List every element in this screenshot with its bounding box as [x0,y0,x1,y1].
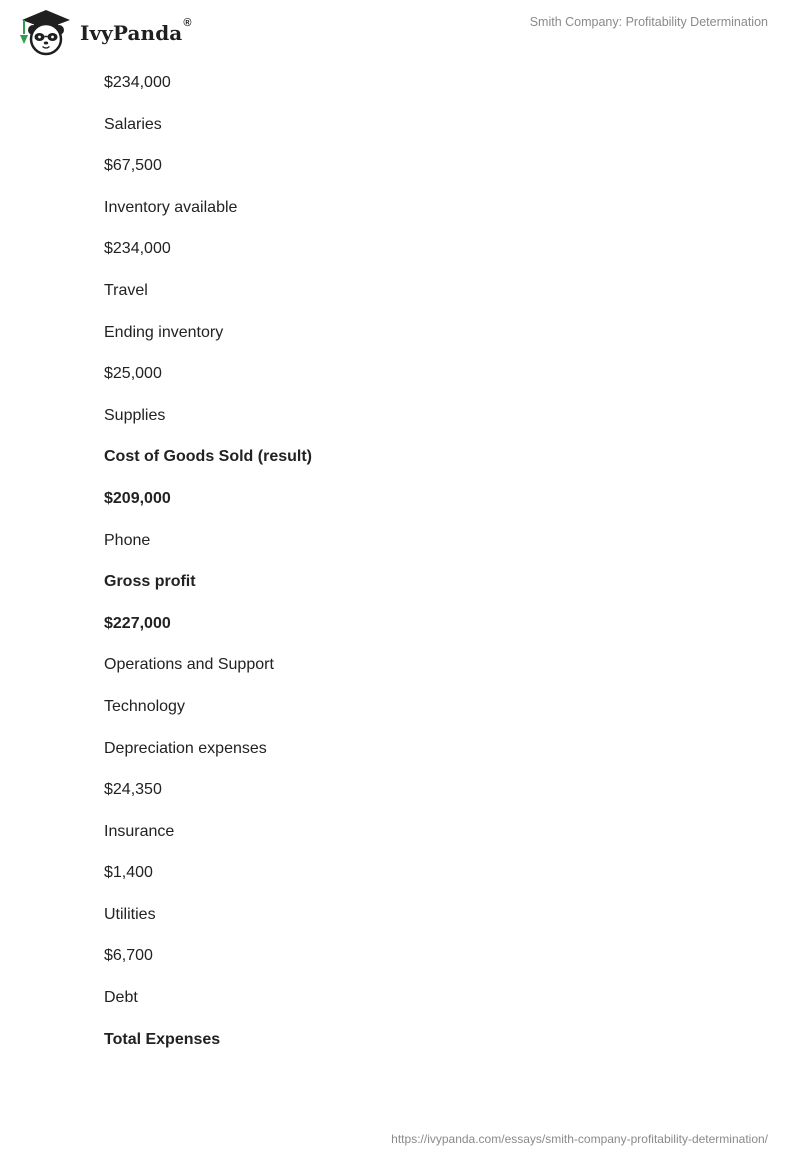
statement-line: Operations and Support [104,656,274,674]
brand-name: IvyPanda® [80,17,192,45]
statement-heading: Cost of Goods Sold (result) [104,448,312,466]
statement-line: $25,000 [104,365,162,383]
statement-heading: $209,000 [104,489,171,507]
statement-line: Insurance [104,822,175,840]
statement-line: $6,700 [104,947,153,965]
statement-line: Travel [104,281,148,299]
statement-line: Technology [104,697,185,715]
page-header [0,0,800,60]
statement-line: $234,000 [104,240,171,258]
document-title: Smith Company: Profitability Determination [529,15,768,29]
statement-heading: $227,000 [104,614,171,632]
registered-mark: ® [183,17,192,29]
statement-line: Utilities [104,905,156,923]
statement-line: $1,400 [104,864,153,882]
statement-line: $67,500 [104,157,162,175]
panda-graduate-icon [16,8,74,56]
statement-line: Depreciation expenses [104,739,267,757]
statement-line: $24,350 [104,781,162,799]
statement-line: Inventory available [104,198,238,216]
statement-line: $234,000 [104,74,171,91]
statement-heading: Total Expenses [104,1030,221,1048]
statement-heading: Gross profit [104,573,196,591]
brand-logo[interactable] [16,8,192,56]
source-url[interactable]: https://ivypanda.com/essays/smith-company-profitability-determination/ [391,1132,768,1146]
statement-line: Salaries [104,115,162,133]
statement-line: Ending inventory [104,323,224,341]
statement-lines [104,62,704,1060]
statement-line: Phone [104,531,151,549]
statement-line: Supplies [104,406,166,424]
statement-line: Debt [104,989,138,1007]
